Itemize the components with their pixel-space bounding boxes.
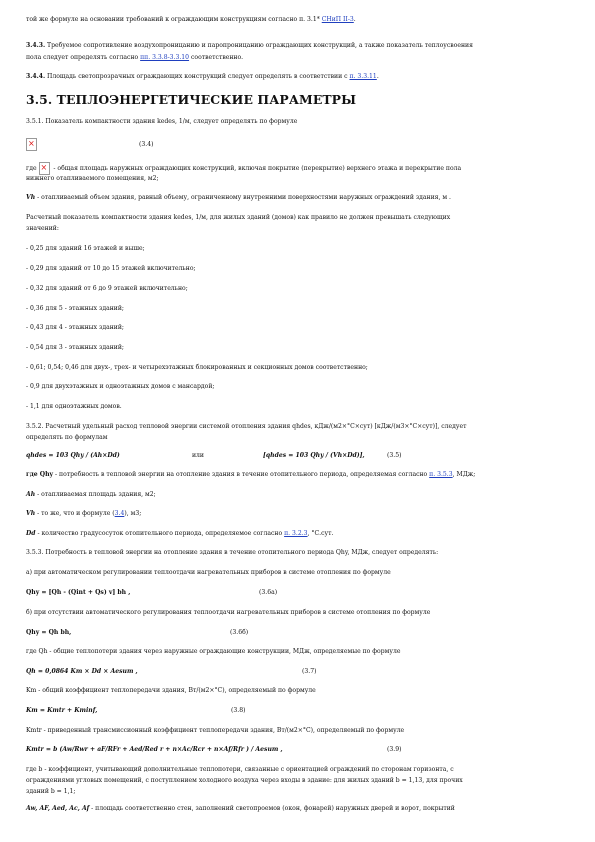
definition-dd — [26, 528, 574, 540]
paragraph-3-4-3-cont — [26, 52, 574, 64]
definition-b-cont: зданий b = 1,1; — [26, 788, 76, 795]
list-item: - 0,36 для 5 - этажных зданий; — [26, 305, 124, 312]
paragraph-3-4-4 — [26, 71, 574, 83]
broken-image-icon — [26, 138, 37, 151]
clause-link[interactable]: пп. 3.3.8-3.3.10 — [140, 54, 190, 61]
clause-number: 3.4.3. — [26, 42, 46, 49]
text: где — [26, 165, 39, 172]
formula-3-9 — [26, 744, 574, 756]
list-item: - 1,1 для одноэтажных домов. — [26, 403, 122, 410]
paragraph-3-5-2-cont: определять по формулам — [26, 434, 108, 441]
formula-3-6b — [26, 627, 574, 639]
text: ), м3; — [124, 510, 142, 517]
list-item: - 0,61; 0,54; 0,46 для двух-, трех- и четырехэтажных блокированных и секционных домов соответственно; — [26, 364, 368, 371]
formula-number: (3.7) — [302, 668, 317, 675]
paragraph-b: б) при отсутствии автоматического регулирования теплоотдачи нагревательных приборов в системе отопления по формуле — [26, 609, 431, 616]
formula: [qhdes = 103 Qhy / (Vh×Dd)], — [263, 452, 365, 459]
formula: Qhy = Qh bh, — [26, 629, 72, 636]
text: - то же, что и формуле ( — [35, 510, 115, 517]
text: - количество градусосуток отопительного периода, определяемое согласно — [35, 530, 285, 537]
text: . — [376, 73, 379, 80]
list-item: - 0,32 для зданий от 6 до 9 этажей включительно; — [26, 285, 188, 292]
clause-link[interactable]: п. 3.2.3 — [284, 530, 308, 537]
paragraph-rasch: Расчетный показатель компактности здания kedes, 1/м, для жилых зданий (домов) как правило не должен превышать следующих — [26, 214, 451, 221]
text: соответственно. — [189, 54, 244, 61]
definition-b-cont: ограждениями угловых помещений, с поступлением холодного воздуха через входы в здание: для жилых зданий b = 1,13, для прочих — [26, 777, 463, 784]
text: той же формуле на основании требований к ограждающим конструкциям согласно п. 3.1* — [26, 16, 322, 23]
definition-areas — [26, 803, 574, 815]
paragraph-3-5-1: 3.5.1. Показатель компактности здания kedes, 1/м, следует определять по формуле — [26, 118, 298, 125]
symbol: Vh — [26, 510, 36, 517]
clause-link[interactable]: п. 3.5.3 — [429, 471, 453, 478]
paragraph-3-5-3: 3.5.3. Потребность в тепловой энергии на отопление здания в течение отопительного периода Qhy, МДж, следует определять: — [26, 549, 439, 556]
text: , °С.сут. — [307, 530, 334, 537]
text: , МДж; — [452, 471, 476, 478]
snip-link[interactable]: СНиП II-3 — [321, 16, 354, 23]
paragraph-3-5-2: 3.5.2. Расчетный удельный расход тепловой энергии системой отопления здания qhdes, кДж/(м2×°С×сут) [кДж/(м3×°С×сут)], следует — [26, 423, 467, 430]
text: или — [192, 452, 204, 459]
formula: Qh = 0,0864 Km × Dd × Aesum , — [26, 668, 138, 675]
formula-number: (3.8) — [231, 707, 246, 714]
text: - потребность в тепловой энергии на отопление здания в течение отопительного периода, определяемая согласно — [53, 471, 430, 478]
text: Требуемое сопротивление воздухопроницанию и паропроницанию ограждающих конструкций, а также показатель теплоусвоения — [45, 42, 473, 49]
formula-3-4 — [26, 138, 574, 151]
formula-number: (3.9) — [387, 746, 402, 753]
definition-ah — [26, 489, 574, 501]
formula-number: (3.6а) — [259, 589, 278, 596]
paragraph-rasch-cont: значений: — [26, 225, 59, 232]
list-item: - 0,54 для 3 - этажных зданий; — [26, 344, 124, 351]
symbol: Aw, AF, Aed, Ac, Af — [26, 805, 90, 812]
symbol: Ah — [26, 491, 36, 498]
formula: Qhy = [Qh - (Qint + Qs) v] bh , — [26, 589, 131, 596]
section-heading: 3.5. ТЕПЛОЭНЕРГЕТИЧЕСКИЕ ПАРАМЕТРЫ — [26, 92, 357, 107]
formula-3-5 — [26, 450, 574, 462]
list-item: - 0,9 для двухэтажных и одноэтажных домов с мансардой; — [26, 383, 215, 390]
formula-3-7 — [26, 666, 574, 678]
definition-km: Km - общий коэффициент теплопередачи здания, Вт/(м2×°С), определяемый по формуле — [26, 687, 316, 694]
text-line — [26, 14, 574, 26]
formula: qhdes = 103 Qhy / (Ah×Dd) — [26, 452, 120, 459]
formula: Km = Kmtr + Kminf, — [26, 707, 98, 714]
formula-link[interactable]: 3.4 — [114, 510, 125, 517]
definition-kmtr: Kmtr - приведенный трансмиссионный коэффициент теплопередачи здания, Вт/(м2×°С), определяемый по формуле — [26, 727, 405, 734]
text: пола следует определять согласно — [26, 54, 141, 61]
definition-qhy — [26, 469, 574, 481]
text: - отапливаемый объем здания, равный объему, ограниченному внутренними поверхностями наружных ограждений здания, м . — [35, 194, 451, 201]
symbol: Vh — [26, 194, 36, 201]
formula-number: (3.4) — [139, 141, 154, 148]
definition-vh2 — [26, 508, 574, 520]
formula-number: (3.5) — [387, 452, 402, 459]
text: - отапливаемая площадь здания, м2; — [35, 491, 156, 498]
list-item: - 0,29 для зданий от 10 до 15 этажей включительно; — [26, 265, 196, 272]
paragraph-a: а) при автоматическом регулировании теплоотдачи нагревательных приборов в системе отопления по формуле — [26, 569, 391, 576]
formula-3-6a — [26, 587, 574, 599]
text: Площадь светопрозрачных ограждающих конструкций следует определять в соответствии с — [45, 73, 350, 80]
text: - общая площадь наружных ограждающих конструкций, включая покрытие (перекрытие) верхнего этажа и перекрытие пола — [51, 165, 462, 172]
symbol: где Qhy — [26, 471, 54, 478]
definition-b: где b - коэффициент, учитывающий дополнительные теплопотери, связанные с ориентацией ограждений по сторонам горизонта, с — [26, 766, 454, 773]
symbol: Dd — [26, 530, 36, 537]
definition-line-cont: нижнего отапливаемого помещения, м2; — [26, 175, 159, 182]
list-item: - 0,43 для 4 - этажных зданий; — [26, 324, 124, 331]
formula: Kmtr = b (Aw/Rwr + aF/RFr + Aed/Red r + n×Ac/Rcr + n×Af/Rfr ) / Aesum , — [26, 746, 283, 753]
formula-number: (3.6б) — [230, 629, 249, 636]
definition-qh: где Qh - общие теплопотери здания через наружные ограждающие конструкции, МДж, определяемые по формуле — [26, 648, 401, 655]
definition-vh — [26, 192, 574, 204]
paragraph-3-4-3 — [26, 40, 574, 52]
text: . — [353, 16, 356, 23]
list-item: - 0,25 для зданий 16 этажей и выше; — [26, 245, 145, 252]
formula-3-8 — [26, 705, 574, 717]
text: - площадь соответственно стен, заполнений светопроемов (окон, фонарей) наружных дверей и ворот, покрытий — [89, 805, 455, 812]
clause-number: 3.4.4. — [26, 73, 46, 80]
clause-link[interactable]: п. 3.3.11 — [349, 73, 377, 80]
